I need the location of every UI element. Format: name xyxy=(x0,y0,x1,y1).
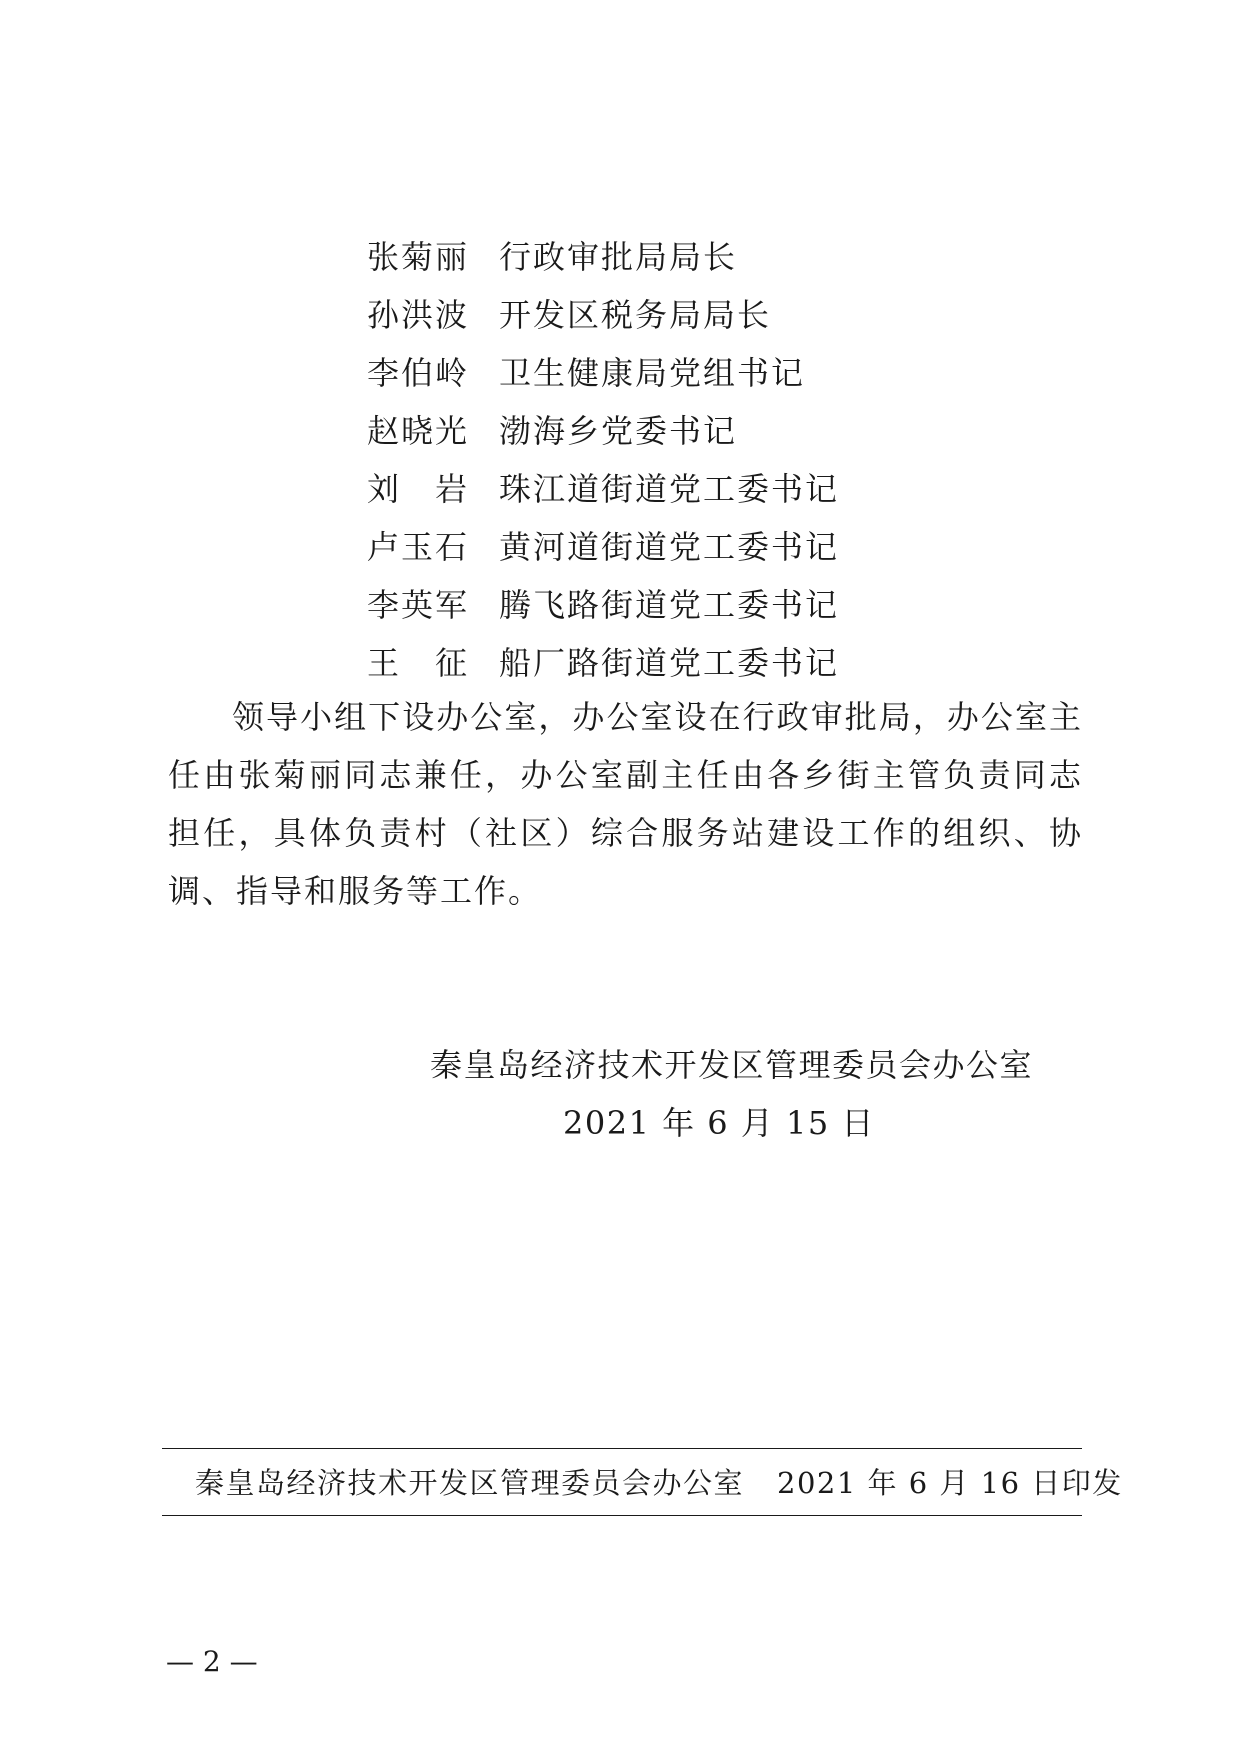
member-name: 孙洪波 xyxy=(367,296,470,334)
office-paragraph: 领导小组下设办公室，办公室设在行政审批局，办公室主任由张菊丽同志兼任，办公室副主任由各乡街主管负责同志担任，具体负责村（社区）综合服务站建设工作的组织、协调、指导和服务等工作。 xyxy=(168,698,1083,910)
signoff-organization: 秦皇岛经济技术开发区管理委员会办公室 xyxy=(430,1046,1034,1084)
member-name: 张菊丽 xyxy=(367,238,470,276)
member-role: 卫生健康局党组书记 xyxy=(499,354,806,392)
footer-top-rule xyxy=(162,1448,1082,1449)
footer-organization: 秦皇岛经济技术开发区管理委员会办公室 xyxy=(195,1466,745,1500)
page-number: — 2 — xyxy=(166,1645,258,1678)
member-name: 赵晓光 xyxy=(367,412,470,450)
signoff-date: 2021 年 6 月 15 日 xyxy=(563,1104,875,1142)
member-row xyxy=(367,518,1007,576)
member-role: 腾飞路街道党工委书记 xyxy=(499,586,840,624)
footer-issue-date: 2021 年 6 月 16 日印发 xyxy=(777,1466,1123,1500)
member-row xyxy=(367,344,1007,402)
member-name: 李英军 xyxy=(367,586,470,624)
member-name: 王 征 xyxy=(367,644,470,682)
member-row xyxy=(367,402,1007,460)
member-role: 珠江道街道党工委书记 xyxy=(499,470,840,508)
footer-bottom-rule xyxy=(162,1515,1082,1516)
member-name: 李伯岭 xyxy=(367,354,470,392)
member-role: 黄河道街道党工委书记 xyxy=(499,528,840,566)
member-name: 卢玉石 xyxy=(367,528,470,566)
member-row xyxy=(367,228,1007,286)
member-row xyxy=(367,634,1007,692)
member-row xyxy=(367,460,1007,518)
member-row xyxy=(367,286,1007,344)
member-role: 船厂路街道党工委书记 xyxy=(499,644,840,682)
member-role: 开发区税务局局长 xyxy=(499,296,772,334)
member-list xyxy=(367,228,1007,692)
footer-issue-line xyxy=(195,1456,1123,1510)
member-role: 渤海乡党委书记 xyxy=(499,412,738,450)
member-name: 刘 岩 xyxy=(367,470,470,508)
member-role: 行政审批局局长 xyxy=(499,238,738,276)
member-row xyxy=(367,576,1007,634)
